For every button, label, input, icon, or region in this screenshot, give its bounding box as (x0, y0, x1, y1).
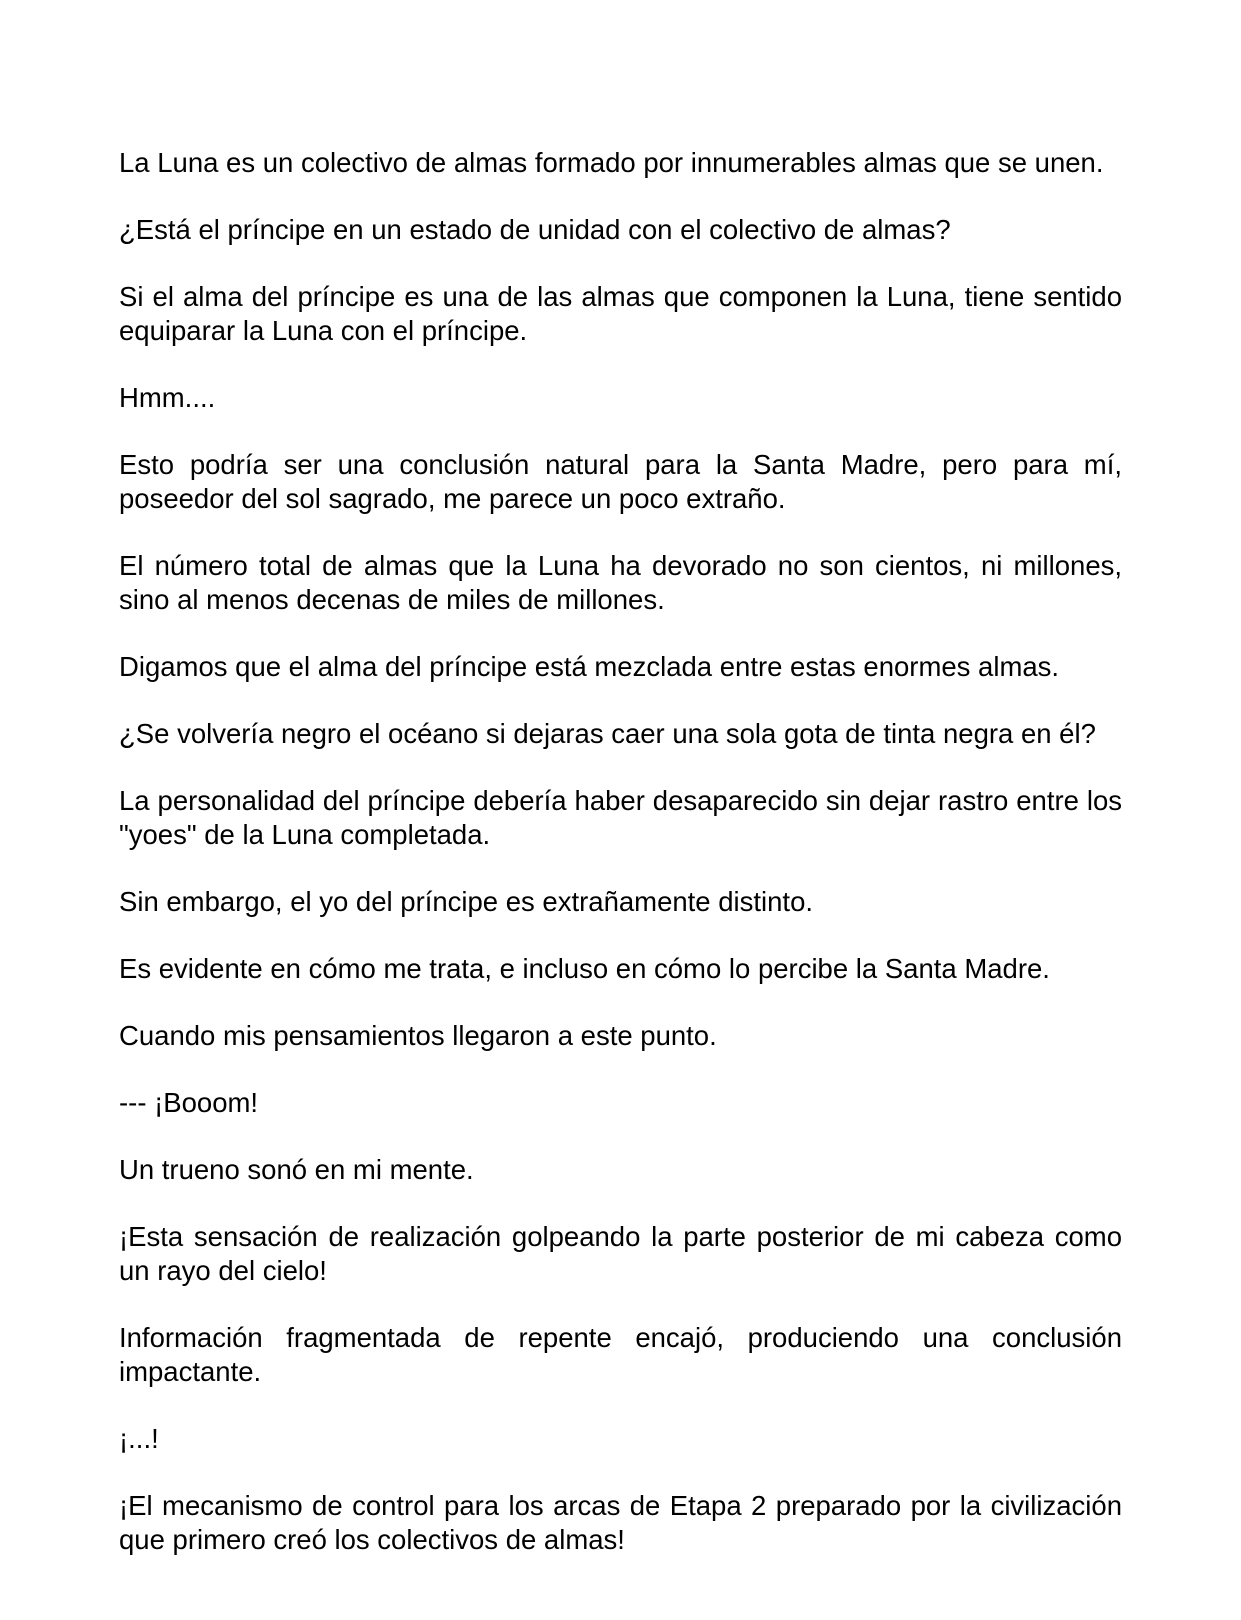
paragraph: ¿Está el príncipe en un estado de unidad con el colectivo de almas? (119, 214, 951, 245)
paragraph: ¡...! (119, 1423, 159, 1454)
paragraph: Sin embargo, el yo del príncipe es extrañamente distinto. (119, 886, 813, 917)
paragraph: Si el alma del príncipe es una de las almas que componen la Luna, tiene sentido equiparar la Luna con el príncipe. (119, 281, 1122, 346)
paragraph: Digamos que el alma del príncipe está mezclada entre estas enormes almas. (119, 651, 1060, 682)
paragraph: ¿Se volvería negro el océano si dejaras caer una sola gota de tinta negra en él? (119, 718, 1096, 749)
paragraph: Cuando mis pensamientos llegaron a este punto. (119, 1020, 717, 1051)
paragraph: Un trueno sonó en mi mente. (119, 1154, 474, 1185)
paragraph: La personalidad del príncipe debería haber desaparecido sin dejar rastro entre los "yoes" de la Luna completada. (119, 785, 1122, 850)
paragraph: ¡El mecanismo de control para los arcas de Etapa 2 preparado por la civilización que primero creó los colectivos de almas! (119, 1490, 1122, 1555)
paragraph: Es evidente en cómo me trata, e incluso en cómo lo percibe la Santa Madre. (119, 953, 1050, 984)
paragraph: Esto podría ser una conclusión natural para la Santa Madre, pero para mí, poseedor del sol sagrado, me parece un poco extraño. (119, 449, 1122, 514)
paragraph: Información fragmentada de repente encajó, produciendo una conclusión impactante. (119, 1322, 1122, 1387)
paragraph: Hmm.... (119, 382, 216, 413)
document-body (119, 146, 1122, 1590)
paragraph: --- ¡Booom! (119, 1087, 259, 1118)
paragraph: El número total de almas que la Luna ha devorado no son cientos, ni millones, sino al menos decenas de miles de millones. (119, 550, 1122, 615)
paragraph: La Luna es un colectivo de almas formado por innumerables almas que se unen. (119, 147, 1104, 178)
paragraph: ¡Esta sensación de realización golpeando la parte posterior de mi cabeza como un rayo del cielo! (119, 1221, 1122, 1286)
